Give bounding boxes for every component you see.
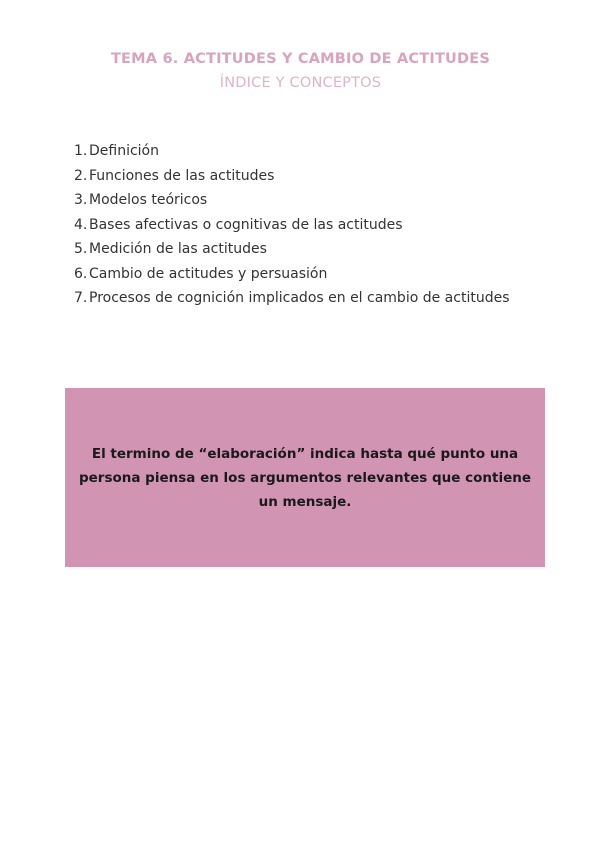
list-item-label: Definición — [89, 143, 159, 159]
list-item — [74, 139, 514, 164]
list-item-label: Modelos teóricos — [89, 192, 208, 208]
list-item — [74, 188, 514, 213]
list-item-number: 7. — [74, 290, 88, 306]
list-item-number: 2. — [74, 167, 88, 184]
list-item-number: 1. — [74, 143, 88, 159]
concept-callout-text: El termino de “elaboración” indica hasta qué punto una persona piensa en los argumentos relevantes que contiene un mensaje. — [78, 445, 532, 510]
list-item-label: Funciones de las actitudes — [89, 167, 275, 184]
list-item — [74, 213, 514, 238]
list-item — [74, 237, 514, 262]
list-item-number: 4. — [74, 216, 88, 233]
concept-callout-box — [65, 388, 545, 567]
list-item — [74, 262, 514, 287]
list-item-number: 6. — [74, 265, 88, 282]
page-subtitle: ÍNDICE Y CONCEPTOS — [219, 75, 382, 91]
list-item-number: 3. — [74, 192, 88, 208]
list-item-number: 5. — [74, 241, 88, 257]
list-item — [74, 286, 514, 311]
list-item-label: Cambio de actitudes y persuasión — [89, 265, 328, 282]
list-item-label: Procesos de cognición implicados en el cambio de actitudes — [89, 290, 510, 306]
index-list — [74, 139, 514, 311]
page-title: TEMA 6. ACTITUDES Y CAMBIO DE ACTITUDES — [110, 51, 491, 67]
list-item — [74, 164, 514, 189]
list-item-label: Bases afectivas o cognitivas de las actitudes — [89, 216, 403, 233]
list-item-label: Medición de las actitudes — [89, 241, 267, 257]
